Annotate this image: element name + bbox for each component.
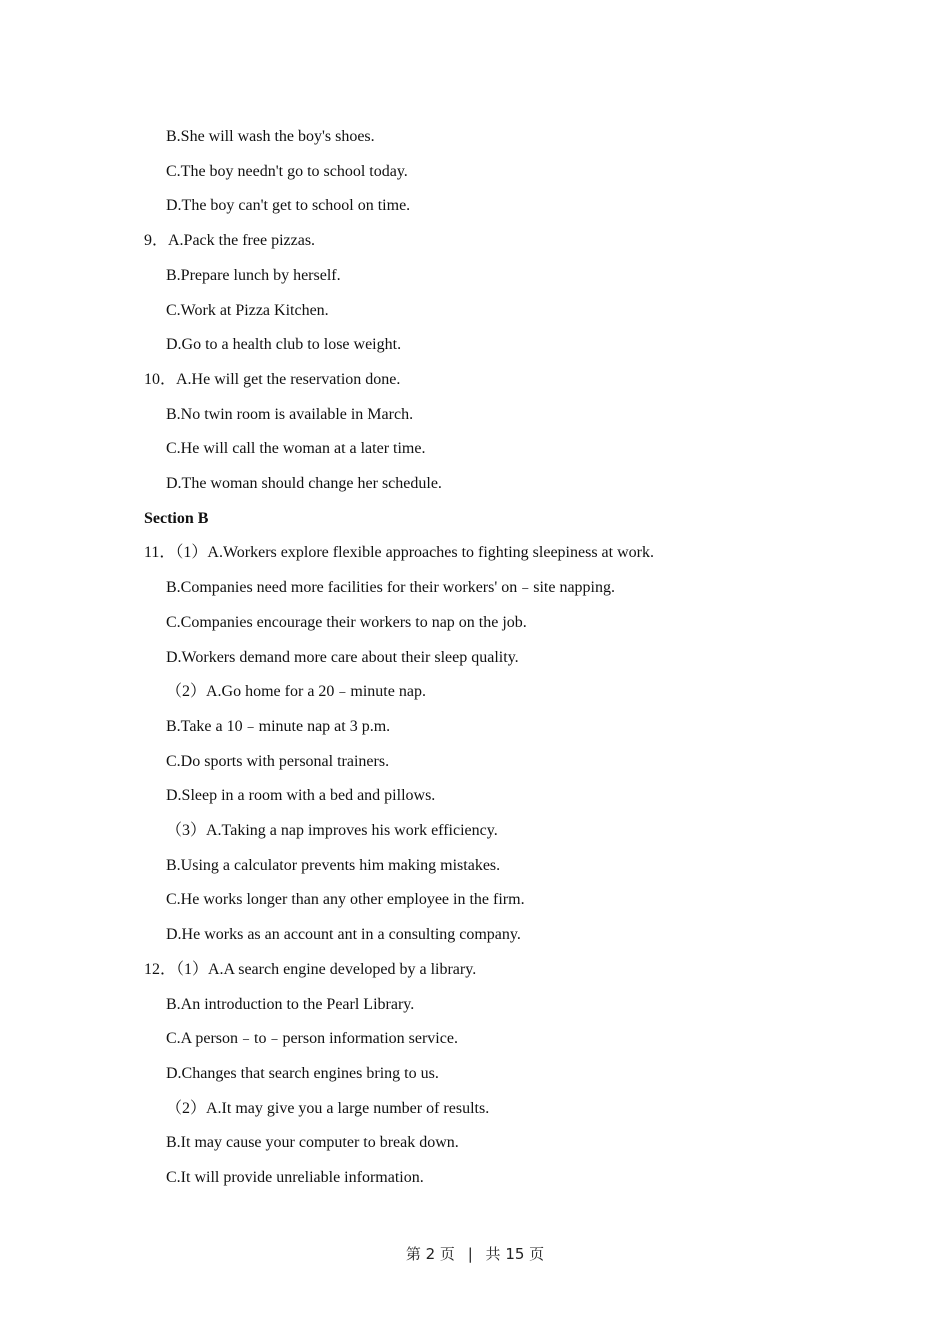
question-line: D.Sleep in a room with a bed and pillows.	[166, 787, 436, 804]
question-line: B.Using a calculator prevents him making mistakes.	[166, 857, 501, 874]
page-footer	[0, 1244, 950, 1264]
question-line: B.Prepare lunch by herself.	[166, 267, 341, 284]
footer-separator: |	[467, 1245, 473, 1263]
question-line: D.Changes that search engines bring to us.	[166, 1065, 439, 1082]
question-line: C.It will provide unreliable information.	[166, 1169, 424, 1186]
question-line: C.Work at Pizza Kitchen.	[166, 302, 329, 319]
page-total: 共 15 页	[485, 1245, 545, 1263]
section-heading: Section B	[144, 510, 209, 527]
question-line: C.He will call the woman at a later time.	[166, 440, 426, 457]
question-line: 12．（1）A.A search engine developed by a library.	[144, 961, 477, 978]
question-line: 9．A.Pack the free pizzas.	[144, 232, 316, 249]
question-line: （2）A.Go home for a 20﹣minute nap.	[166, 683, 426, 700]
question-line: C.Companies encourage their workers to nap on the job.	[166, 614, 527, 631]
question-line: D.The woman should change her schedule.	[166, 475, 442, 492]
question-line: B.It may cause your computer to break down.	[166, 1134, 459, 1151]
question-line: 11．（1）A.Workers explore flexible approaches to fighting sleepiness at work.	[144, 544, 654, 561]
question-line: （3）A.Taking a nap improves his work efficiency.	[166, 822, 498, 839]
question-line: C.He works longer than any other employee in the firm.	[166, 891, 525, 908]
question-line: C.A person﹣to﹣person information service.	[166, 1030, 458, 1047]
question-line: C.The boy needn't go to school today.	[166, 163, 408, 180]
question-line: B.She will wash the boy's shoes.	[166, 128, 375, 145]
question-line: B.No twin room is available in March.	[166, 406, 414, 423]
question-line: D.Go to a health club to lose weight.	[166, 336, 402, 353]
question-line: 10．A.He will get the reservation done.	[144, 371, 401, 388]
question-line: D.He works as an account ant in a consulting company.	[166, 926, 521, 943]
question-line: C.Do sports with personal trainers.	[166, 753, 390, 770]
question-line: （2）A.It may give you a large number of results.	[166, 1100, 490, 1117]
question-line: B.Companies need more facilities for their workers' on﹣site napping.	[166, 579, 615, 596]
question-line: B.Take a 10﹣minute nap at 3 p.m.	[166, 718, 391, 735]
question-line: D.Workers demand more care about their sleep quality.	[166, 649, 519, 666]
question-line: D.The boy can't get to school on time.	[166, 197, 411, 214]
question-line: B.An introduction to the Pearl Library.	[166, 996, 415, 1013]
page-number: 第 2 页	[405, 1245, 455, 1263]
